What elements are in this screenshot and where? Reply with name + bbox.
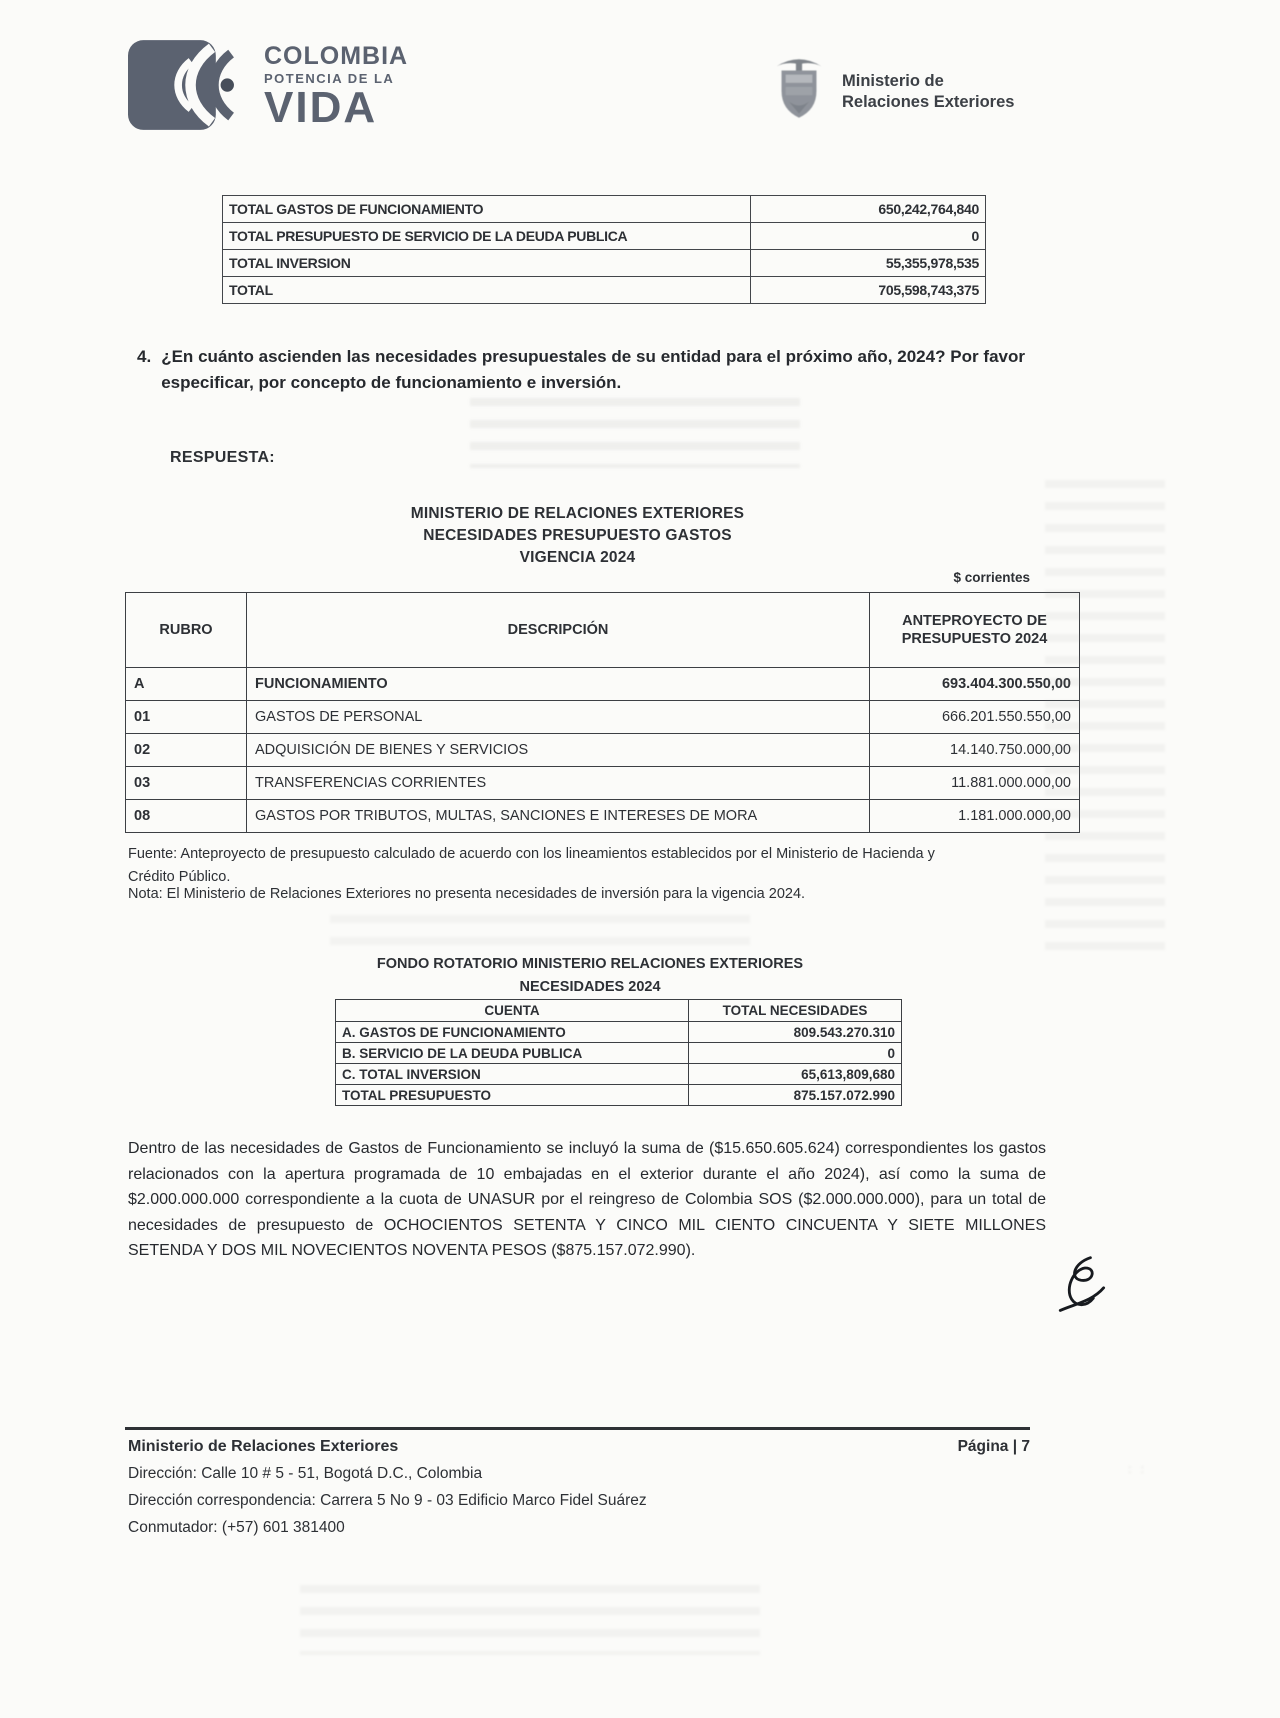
body-paragraph: Dentro de las necesidades de Gastos de Funcionamiento se incluyó la suma de ($15.650.605.624) correspondientes los gastos relacionados con la apertura programada de 10 embajadas en el exterior durante el año 2024), así como la suma de $2.000.000.000 correspondiente a la cuota de UNASUR por el reingreso de Colombia SOS ($2.000.000.000), para un total de necesidades de presupuesto de OCHOCIENTOS SETENTA Y CINCO MIL CIENTO CINCUENTA Y SIETE MILLONES SETENDA Y DOS MIL NOVECIENTOS NOVENTA PESOS ($875.157.072.990).: [128, 1140, 1046, 1259]
summary-label: TOTAL: [223, 277, 751, 304]
table-row: [336, 1022, 902, 1043]
cell-descripcion: TRANSFERENCIAS CORRIENTES: [247, 767, 870, 800]
summary-value: 705,598,743,375: [751, 277, 986, 304]
table-row: [126, 668, 1080, 701]
bleed-through-artifact: [300, 1585, 760, 1655]
cell-rubro: A: [126, 668, 247, 701]
summary-label: TOTAL GASTOS DE FUNCIONAMIENTO: [223, 196, 751, 223]
col-header-cuenta: CUENTA: [336, 1000, 689, 1022]
cell-valor: 875.157.072.990: [689, 1085, 902, 1106]
title-line-2: NECESIDADES PRESUPUESTO GASTOS: [423, 527, 732, 544]
coat-of-arms-icon: [768, 52, 830, 131]
cell-descripcion: FUNCIONAMIENTO: [247, 668, 870, 701]
cell-valor: 11.881.000.000,00: [870, 767, 1080, 800]
table-row: [126, 701, 1080, 734]
logo-line-vida: VIDA: [264, 83, 378, 132]
cell-valor: 0: [689, 1043, 902, 1064]
title-line-3: VIGENCIA 2024: [519, 549, 636, 566]
table-row: [223, 277, 986, 304]
source-note: Fuente: Anteproyecto de presupuesto calculado de acuerdo con los lineamientos establecidos por el Ministerio de Hacienda y Crédito Público.: [128, 846, 935, 885]
fondo-title-line-2: NECESIDADES 2024: [519, 979, 661, 995]
cell-cuenta: B. SERVICIO DE LA DEUDA PUBLICA: [336, 1043, 689, 1064]
cell-rubro: 03: [126, 767, 247, 800]
table-row: [336, 1043, 902, 1064]
summary-label: TOTAL PRESUPUESTO DE SERVICIO DE LA DEUDA PUBLICA: [223, 223, 751, 250]
ministerio-logo: [768, 52, 1014, 131]
fondo-table-title: [200, 953, 980, 999]
cell-valor: 65,613,809,680: [689, 1064, 902, 1085]
budget-table: [125, 592, 1080, 833]
answer-label: RESPUESTA:: [170, 449, 275, 466]
table-row: [223, 196, 986, 223]
col-header-total: TOTAL NECESIDADES: [689, 1000, 902, 1022]
summary-value: 0: [751, 223, 986, 250]
logo-line-potencia: POTENCIA DE LA: [264, 71, 395, 86]
table-row: [126, 734, 1080, 767]
cell-cuenta: A. GASTOS DE FUNCIONAMIENTO: [336, 1022, 689, 1043]
question-4: [137, 344, 1025, 396]
cell-valor: 1.181.000.000,00: [870, 800, 1080, 833]
table-row: [126, 800, 1080, 833]
table-row: [336, 1064, 902, 1085]
footer-correspondence: Dirección correspondencia: Carrera 5 No 9 - 03 Edificio Marco Fidel Suárez: [128, 1492, 647, 1509]
fondo-title-line-1: FONDO ROTATORIO MINISTERIO RELACIONES EXTERIORES: [376, 956, 804, 972]
footer-address: Dirección: Calle 10 # 5 - 51, Bogotá D.C., Colombia: [128, 1465, 483, 1482]
nota-note: Nota: El Ministerio de Relaciones Exteriores no presenta necesidades de inversión para la vigencia 2024.: [128, 886, 806, 902]
footer-entity: Ministerio de Relaciones Exteriores: [128, 1438, 399, 1455]
table-row: [223, 223, 986, 250]
cell-descripcion: GASTOS DE PERSONAL: [247, 701, 870, 734]
col-header-anteproyecto: ANTEPROYECTO DE PRESUPUESTO 2024: [870, 593, 1080, 668]
ministerio-logo-text: [842, 71, 1014, 112]
table-row: [336, 1085, 902, 1106]
scan-noise-artifact: : :: [1128, 1462, 1148, 1476]
header-row: [336, 1000, 902, 1022]
cell-descripcion: GASTOS POR TRIBUTOS, MULTAS, SANCIONES E INTERESES DE MORA: [247, 800, 870, 833]
cell-descripcion: ADQUISICIÓN DE BIENES Y SERVICIOS: [247, 734, 870, 767]
question-number: 4.: [137, 347, 152, 366]
summary-value: 55,355,978,535: [751, 250, 986, 277]
cell-rubro: 02: [126, 734, 247, 767]
cell-cuenta: C. TOTAL INVERSION: [336, 1064, 689, 1085]
colombia-logo-text: [264, 44, 408, 130]
cell-valor: 809.543.270.310: [689, 1022, 902, 1043]
logo-line-colombia: COLOMBIA: [264, 42, 409, 70]
footer-divider: [125, 1427, 1030, 1430]
signature-mark-icon: [1052, 1252, 1110, 1323]
ministerio-line2: Relaciones Exteriores: [842, 92, 1015, 111]
fondo-table: [335, 999, 902, 1106]
summary-value: 650,242,764,840: [751, 196, 986, 223]
colombia-ripple-icon: [128, 36, 254, 141]
table-row: [126, 767, 1080, 800]
question-text: ¿En cuánto ascienden las necesidades presupuestales de su entidad para el próximo año, 2024? Por favor especificar, por concepto de funcionamiento e inversión.: [161, 347, 1025, 392]
col-header-descripcion: DESCRIPCIÓN: [247, 593, 870, 668]
title-line-1: MINISTERIO DE RELACIONES EXTERIORES: [410, 505, 745, 522]
cell-rubro: 01: [126, 701, 247, 734]
col-header-rubro: RUBRO: [126, 593, 247, 668]
budget-table-title: [125, 503, 1030, 569]
cell-valor: 666.201.550.550,00: [870, 701, 1080, 734]
cell-valor: 693.404.300.550,00: [870, 668, 1080, 701]
cell-rubro: 08: [126, 800, 247, 833]
cell-valor: 14.140.750.000,00: [870, 734, 1080, 767]
ministerio-line1: Ministerio de: [842, 71, 944, 90]
footer-page-number: Página | 7: [957, 1438, 1030, 1455]
footer-phone: Conmutador: (+57) 601 381400: [128, 1519, 345, 1536]
bleed-through-artifact: [470, 398, 800, 468]
header-row: [126, 593, 1080, 668]
bleed-through-artifact: [330, 915, 750, 955]
currency-note: $ corrientes: [953, 570, 1030, 585]
summary-label: TOTAL INVERSION: [223, 250, 751, 277]
table-row: [223, 250, 986, 277]
cell-cuenta: TOTAL PRESUPUESTO: [336, 1085, 689, 1106]
totals-summary-table: [222, 195, 986, 304]
colombia-logo: [128, 36, 408, 141]
